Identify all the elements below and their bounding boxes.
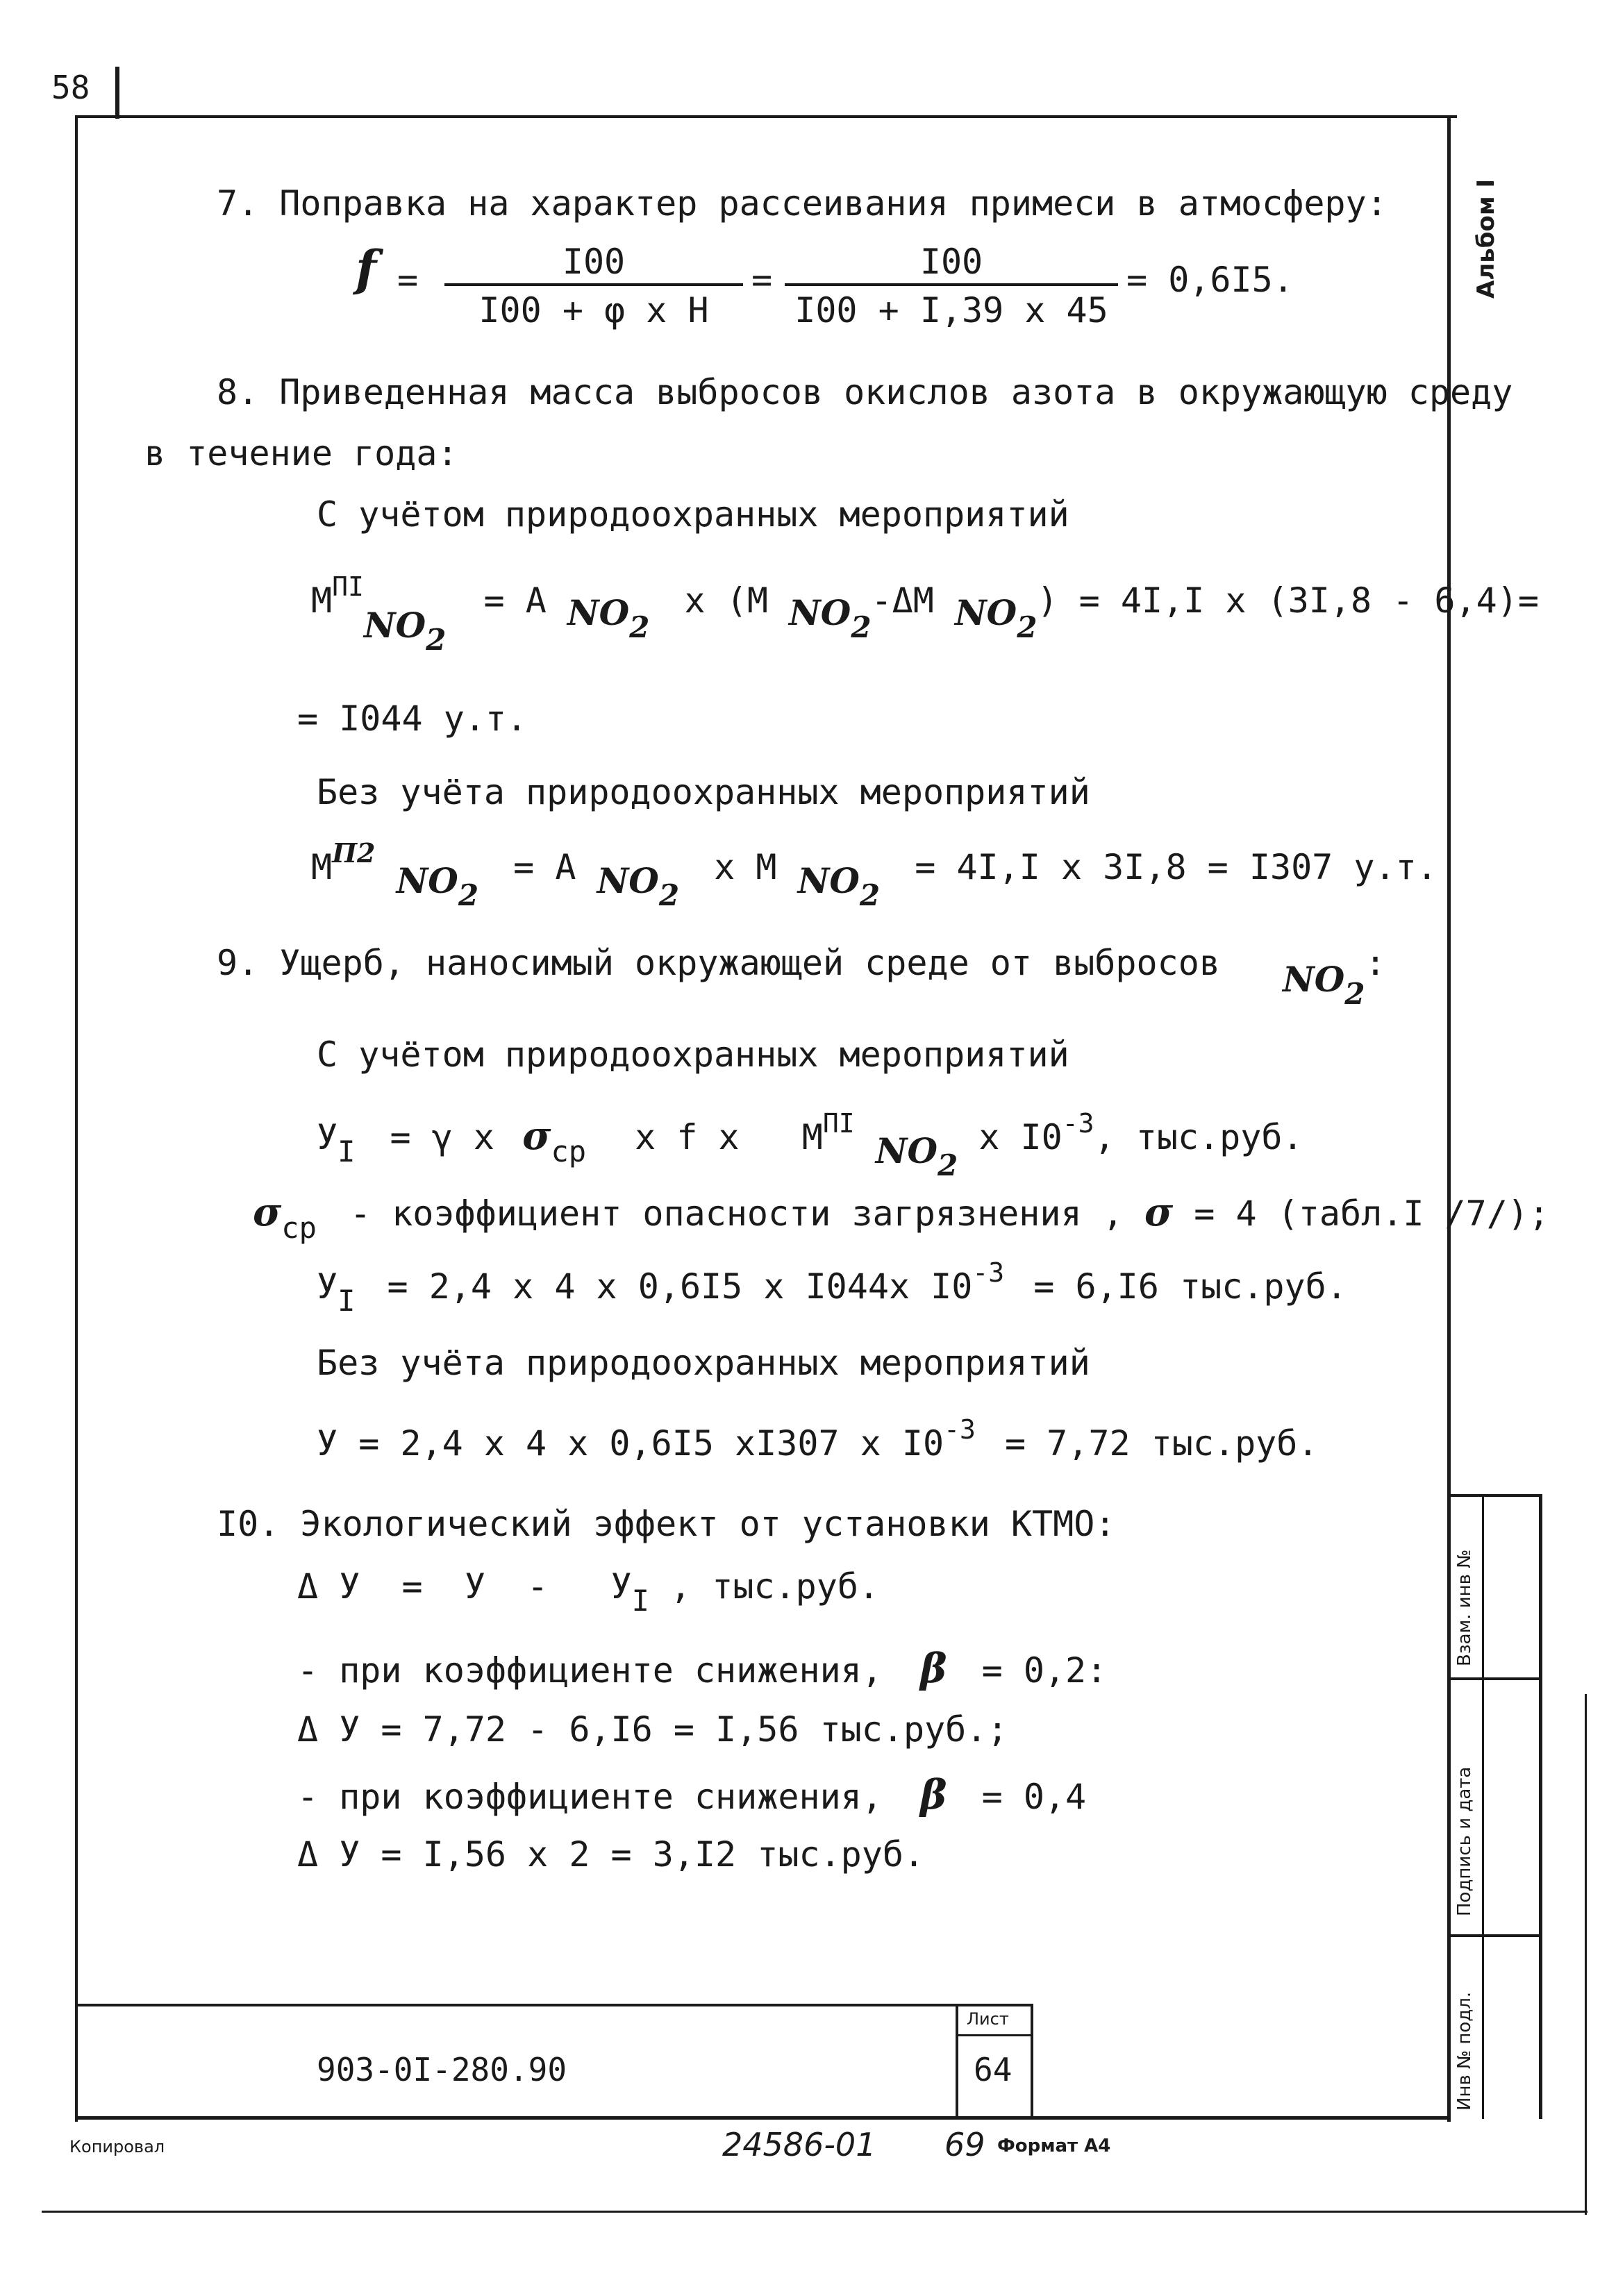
sheet-label: Лист bbox=[967, 2009, 1009, 2029]
f9b-b: = 6,I6 тыс.руб. bbox=[1033, 1266, 1347, 1307]
f9c-exp: -3 bbox=[944, 1414, 976, 1445]
sigma-symbol: σ bbox=[522, 1113, 551, 1159]
section-10-title: I0. Экологический эффект от установки КТМО: bbox=[217, 1504, 1116, 1544]
top-tick bbox=[115, 67, 119, 119]
stamp-bottom-line bbox=[75, 2116, 1450, 2120]
footer-format: Формат А4 bbox=[997, 2136, 1111, 2156]
f10-a: Δ У = У - У bbox=[297, 1566, 632, 1607]
section-10-line-3: Δ У = 7,72 - 6,I6 = I,56 тыс.руб.; bbox=[297, 1709, 1008, 1750]
scan-edge-bottom bbox=[42, 2211, 1588, 2213]
beta-symbol-2: β bbox=[919, 1771, 947, 1818]
section-8-formula-1: $М^{ПI}NO_2 = А$ $NO_2$ x (М $NO_2-\Delta М$ $NO_2) = 4I,I$ x (3I,8 - 6,4)= bbox=[311, 571, 1539, 657]
side-stamp-vzam: Взам. инв № bbox=[1454, 1549, 1475, 1666]
fraction-2-denominator: I00 + I,39 x 45 bbox=[794, 290, 1108, 330]
f9-b: x f x bbox=[635, 1117, 740, 1157]
y2-subscript: I bbox=[338, 1284, 356, 1318]
frame-top bbox=[75, 115, 1457, 118]
section-8-title-line2: в течение года: bbox=[144, 433, 458, 474]
f9c-b: = 7,72 тыс.руб. bbox=[1004, 1423, 1319, 1464]
y-subscript: I bbox=[338, 1134, 356, 1168]
m9-symbol: М bbox=[801, 1117, 823, 1157]
l4-a: - при коэффициенте снижения, bbox=[297, 1777, 883, 1817]
sigma-subscript: ср bbox=[551, 1134, 587, 1168]
album-label: Альбом I bbox=[1472, 178, 1500, 299]
eq2-c: = 4I,I x 3I,8 = I307 у.т. bbox=[915, 847, 1438, 887]
side-stamp-inv: Инв № подл. bbox=[1454, 1991, 1475, 2111]
footer-handwritten-number-2: 69 bbox=[944, 2126, 985, 2163]
no2-symbol: NO bbox=[363, 605, 426, 646]
m2-superscript: П2 bbox=[332, 837, 376, 869]
l4-b: = 0,4 bbox=[981, 1777, 1087, 1817]
sigma-def-symbol-2: σ bbox=[1144, 1189, 1174, 1235]
f-symbol: f bbox=[356, 240, 377, 297]
section-9-title: 9. Ущерб, наносимый окружающей среде от выбросов $NO_2$: bbox=[217, 943, 1386, 1011]
f10-subscript: I bbox=[631, 1584, 649, 1618]
sigma-def-subscript: ср bbox=[281, 1211, 317, 1245]
sigma-definition bbox=[253, 1189, 1550, 1245]
section-9-formula-2 bbox=[317, 1257, 1347, 1318]
f9b-a: = 2,4 x 4 x 0,6I5 x I044x I0 bbox=[387, 1266, 973, 1307]
f9-c: x I0 bbox=[978, 1117, 1062, 1157]
side-stamp-inner bbox=[1482, 1494, 1484, 2119]
stamp-top-line bbox=[75, 2004, 1033, 2006]
scan-edge-right bbox=[1585, 1694, 1587, 2215]
m-symbol: М bbox=[311, 580, 333, 621]
f9c-a: У = 2,4 x 4 x 0,6I5 xI307 x I0 bbox=[317, 1423, 944, 1464]
section-9-formula-1: $У_I = \gamma$ x $\sigma_{ср}$ x f x $М^{ПI}$ $NO_2$ x $I0^{-3}$, тыс.руб. bbox=[317, 1108, 1303, 1182]
sigma-def-symbol: σ bbox=[253, 1189, 282, 1235]
eq-a: = А bbox=[483, 580, 547, 621]
fraction-1-denominator: I00 + φ x H bbox=[478, 290, 709, 330]
fraction-1 bbox=[444, 244, 743, 328]
section-7-result: = 0,6I5. bbox=[1126, 260, 1294, 300]
section-8-with-measures: С учётом природоохранных мероприятий bbox=[317, 494, 1069, 535]
eq2-b: x М bbox=[714, 847, 777, 887]
section-10-line-5: Δ У = I,56 x 2 = 3,I2 тыс.руб. bbox=[297, 1834, 925, 1875]
section-7-eq1: = bbox=[397, 260, 419, 300]
document-number: 903-0I-280.90 bbox=[317, 2051, 567, 2088]
section-8-without-measures: Без учёта природоохранных мероприятий bbox=[317, 772, 1090, 812]
no2-subscript: 2 bbox=[426, 623, 447, 657]
side-stamp-podpis: Подпись и дата bbox=[1454, 1766, 1475, 1916]
section-10-formula-1 bbox=[297, 1566, 880, 1618]
m2-symbol: М bbox=[311, 847, 333, 887]
y2-symbol: У bbox=[317, 1266, 338, 1307]
f9-d: , тыс.руб. bbox=[1094, 1117, 1303, 1157]
footer-copied: Копировал bbox=[69, 2137, 165, 2156]
sheet-number: 64 bbox=[974, 2051, 1012, 2088]
f9-a: = γ x bbox=[390, 1117, 495, 1157]
side-stamp-top bbox=[1447, 1494, 1542, 1497]
section-8-title-line1: 8. Приведенная масса выбросов окислов азота в окружающую среду bbox=[217, 372, 1513, 412]
fraction-1-numerator: I00 bbox=[444, 244, 743, 286]
section-9-title-text: 9. Ущерб, наносимый окружающей среде от выбросов bbox=[217, 943, 1220, 983]
side-stamp-divider-1 bbox=[1447, 1677, 1542, 1680]
side-stamp-divider-2 bbox=[1447, 1934, 1542, 1937]
page-number: 58 bbox=[51, 69, 90, 106]
section-7-eq2: = bbox=[751, 260, 773, 300]
section-8-result-1: = I044 у.т. bbox=[297, 698, 528, 739]
section-10-line-2 bbox=[297, 1645, 1108, 1692]
side-stamp-right bbox=[1539, 1494, 1542, 2119]
f9-exp: -3 bbox=[1062, 1108, 1094, 1139]
sigma-def-text: - коэффициент опасности загрязнения , bbox=[349, 1193, 1124, 1234]
stamp-divider-2 bbox=[1031, 2004, 1033, 2116]
m-superscript: ПI bbox=[332, 571, 364, 602]
frame-right bbox=[1447, 115, 1451, 2122]
f9b-exp: -3 bbox=[972, 1257, 1005, 1288]
eq-b: x (М bbox=[684, 580, 768, 621]
y-symbol: У bbox=[317, 1117, 338, 1157]
l2-a: - при коэффициенте снижения, bbox=[297, 1650, 883, 1691]
f10-b: , тыс.руб. bbox=[649, 1566, 880, 1607]
fraction-2-numerator: I00 bbox=[785, 244, 1118, 286]
sigma-def-text-3: = 4 (табл.I /7/); bbox=[1194, 1193, 1550, 1234]
section-8-formula-2: $М^{П2}$ $NO_2 = А$ $NO_2$ x М $NO_2 = 4I,I$ x 3I,8 = I307 у.т. bbox=[311, 837, 1438, 912]
footer-handwritten-number: 24586-01 bbox=[722, 2126, 876, 2163]
eq-c: -ΔМ bbox=[871, 580, 934, 621]
stamp-divider-1 bbox=[956, 2004, 958, 2116]
section-9-title-tail: : bbox=[1365, 943, 1386, 983]
m9-superscript: ПI bbox=[822, 1108, 855, 1139]
eq2-a: = А bbox=[513, 847, 576, 887]
section-9-formula-3 bbox=[317, 1414, 1319, 1464]
section-9-with-measures: С учётом природоохранных мероприятий bbox=[317, 1034, 1069, 1075]
beta-symbol: β bbox=[919, 1645, 947, 1692]
stamp-sheet-line bbox=[956, 2034, 1032, 2036]
section-10-line-4 bbox=[297, 1771, 1087, 1818]
fraction-2 bbox=[785, 244, 1118, 328]
section-7-title: 7. Поправка на характер рассеивания примеси в атмосферу: bbox=[217, 183, 1388, 224]
frame-left bbox=[75, 115, 78, 2122]
eq-d: ) = 4I,I x (3I,8 - 6,4)= bbox=[1037, 580, 1539, 621]
section-9-without-measures: Без учёта природоохранных мероприятий bbox=[317, 1343, 1090, 1383]
l2-b: = 0,2: bbox=[981, 1650, 1108, 1691]
